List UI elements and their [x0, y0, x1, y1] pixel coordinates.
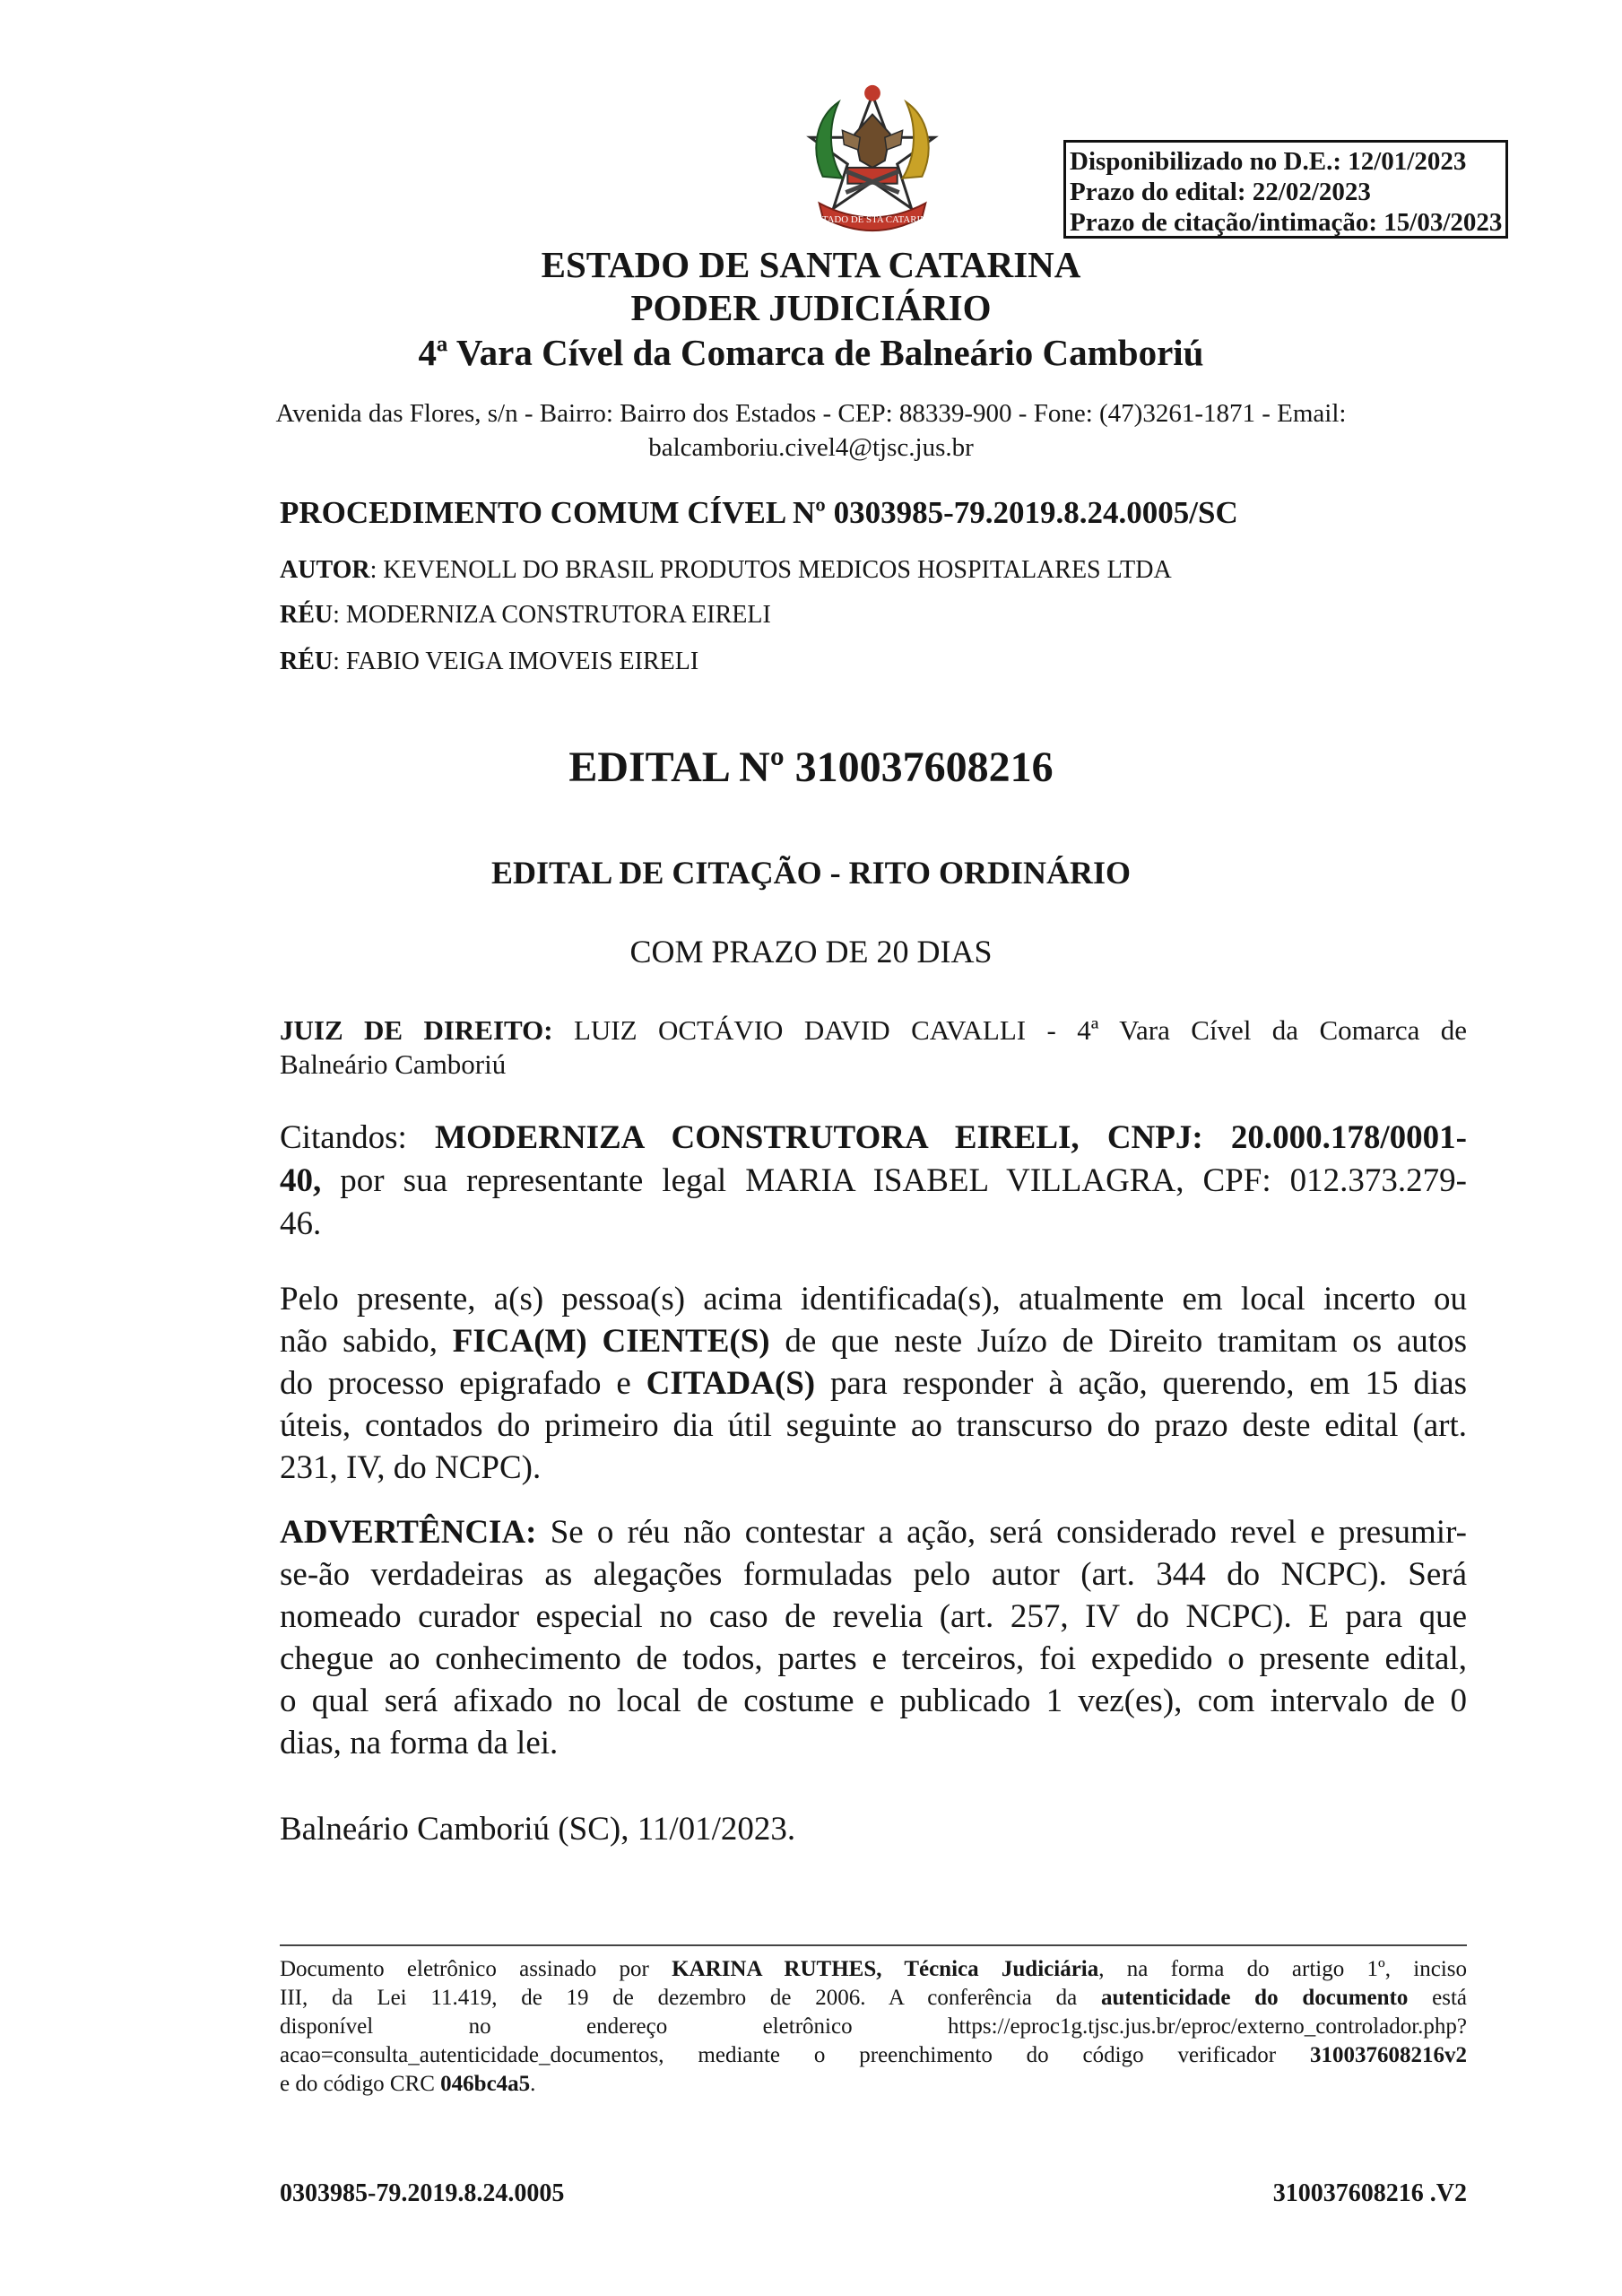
- citandos-cnpj-end: 40,: [280, 1162, 322, 1199]
- party-reu-2: [280, 648, 698, 676]
- judge-text-2: Balneário Camboriú: [280, 1048, 507, 1080]
- main-line-4: úteis, contados do primeiro dia útil seguinte ao transcurso do prazo deste edital (art.: [280, 1407, 1467, 1444]
- footnote-text: .: [530, 2072, 536, 2096]
- footnote-text: e do código CRC: [280, 2072, 441, 2096]
- advertencia-label: ADVERTÊNCIA:: [280, 1514, 537, 1551]
- advertencia-line-4: chegue ao conhecimento de todos, partes e terceiros, foi expedido o presente edital,: [280, 1640, 1467, 1677]
- publication-dates-box: [1063, 140, 1508, 239]
- citandos-paragraph: [280, 1117, 1467, 1246]
- party-name: : KEVENOLL DO BRASIL PRODUTOS MEDICOS HOSPITALARES LTDA: [369, 556, 1172, 584]
- address-line-2: balcamboriu.civel4@tjsc.jus.br: [648, 433, 974, 462]
- main-line-3: [280, 1362, 1467, 1405]
- party-role: RÉU: [280, 601, 334, 629]
- page-footer-document-id: 310037608216 .V2: [1272, 2179, 1467, 2207]
- citandos-company: MODERNIZA CONSTRUTORA EIRELI, CNPJ: 20.000.178/0001-: [406, 1119, 1467, 1156]
- authenticity-text: autenticidade do documento: [1100, 1986, 1409, 2010]
- main-text: de que neste Juízo de Direito tramitam os autos: [769, 1323, 1467, 1360]
- disponibilizado-date: Disponibilizado no D.E.: 12/01/2023: [1070, 147, 1467, 176]
- main-line-1: Pelo presente, a(s) pessoa(s) acima identificada(s), atualmente em local incerto ou: [280, 1281, 1467, 1318]
- main-text: não sabido,: [280, 1323, 453, 1360]
- page-footer-process-number: 0303985-79.2019.8.24.0005: [280, 2179, 565, 2207]
- advertencia-line-2: se-ão verdadeiras as alegações formuladas pelo autor (art. 344 do NCPC). Será: [280, 1556, 1467, 1593]
- advertencia-line-3: nomeado curador especial no caso de revelia (art. 257, IV do NCPC). E para que: [280, 1598, 1467, 1635]
- citandos-representative: por sua representante legal MARIA ISABEL VILLAGRA, CPF: 012.373.279-: [321, 1162, 1467, 1199]
- citada-text: CITADA(S): [646, 1365, 816, 1402]
- verifier-code: 310037608216v2: [1310, 2043, 1467, 2067]
- main-text: do processo epigrafado e: [280, 1365, 646, 1402]
- edital-type: EDITAL DE CITAÇÃO - RITO ORDINÁRIO: [490, 855, 1132, 891]
- footer-divider: [280, 1944, 1467, 1946]
- party-role: RÉU: [280, 648, 334, 675]
- party-name: : MODERNIZA CONSTRUTORA EIRELI: [333, 601, 771, 629]
- judge-paragraph: [280, 1013, 1467, 1082]
- footnote-text: , na forma do artigo 1º, inciso: [1098, 1957, 1467, 1981]
- advertencia-line-5: o qual será afixado no local de costume e publicado 1 vez(es), com intervalo de 0: [280, 1683, 1467, 1719]
- footnote-text: está: [1408, 1986, 1468, 2010]
- main-paragraph: [280, 1278, 1467, 1489]
- main-line-5: 231, IV, do NCPC).: [280, 1449, 542, 1486]
- footnote-text: III, da Lei 11.419, de 19 de dezembro de 2006. A conferência da: [280, 1986, 1101, 2010]
- edital-title: EDITAL Nº 310037608216: [568, 744, 1054, 791]
- judge-label: JUIZ DE DIREITO:: [280, 1014, 553, 1046]
- footnote-text: Documento eletrônico assinado por: [280, 1957, 672, 1981]
- main-text: para responder à ação, querendo, em 15 dias: [815, 1365, 1467, 1402]
- header-address: [0, 396, 1622, 465]
- footnote-text: acao=consulta_autenticidade_documentos, mediante o preenchimento do código verificador: [280, 2043, 1310, 2067]
- header-branch: PODER JUDICIÁRIO: [630, 287, 992, 328]
- judge-text: LUIZ OCTÁVIO DAVID CAVALLI - 4ª Vara Cível da Comarca de: [552, 1014, 1467, 1046]
- fica-ciente-text: FICA(M) CIENTE(S): [452, 1323, 770, 1360]
- party-reu-1: [280, 601, 771, 630]
- prazo-edital-date: Prazo do edital: 22/02/2023: [1070, 178, 1371, 206]
- main-line-2: [280, 1320, 1467, 1362]
- party-name: : FABIO VEIGA IMOVEIS EIRELI: [333, 648, 699, 675]
- advertencia-paragraph: [280, 1511, 1467, 1764]
- santa-catarina-coat-of-arms-icon: [793, 79, 952, 239]
- signer-name: KARINA RUTHES, Técnica Judiciária: [672, 1957, 1099, 1981]
- place-date: Balneário Camboriú (SC), 11/01/2023.: [280, 1811, 796, 1848]
- edital-prazo: COM PRAZO DE 20 DIAS: [629, 934, 993, 970]
- verification-url[interactable]: disponível no endereço eletrônico https://eproc1g.tjsc.jus.br/eproc/externo_controlador.php?: [280, 2014, 1467, 2039]
- procedure-number: PROCEDIMENTO COMUM CÍVEL Nº 0303985-79.2019.8.24.0005/SC: [280, 495, 1238, 530]
- advertencia-line-6: dias, na forma da lei.: [280, 1725, 559, 1761]
- seal-ribbon-text: ESTADO DE STA CATARINA: [811, 214, 934, 226]
- address-line-1: Avenida das Flores, s/n - Bairro: Bairro dos Estados - CEP: 88339-900 - Fone: (47)3261-1871 - Email:: [275, 399, 1347, 428]
- party-autor: [280, 556, 1172, 585]
- crc-code: 046bc4a5: [440, 2072, 531, 2096]
- signature-footnote: [280, 1955, 1467, 2099]
- prazo-citacao-date: Prazo de citação/intimação: 15/03/2023: [1070, 208, 1503, 237]
- header-court: 4ª Vara Cível da Comarca de Balneário Camboriú: [418, 332, 1204, 373]
- party-role: AUTOR: [280, 556, 370, 584]
- citandos-cpf-end: 46.: [280, 1205, 322, 1242]
- header-state: ESTADO DE SANTA CATARINA: [541, 244, 1081, 285]
- citandos-label: Citandos:: [280, 1119, 407, 1156]
- advertencia-text: Se o réu não contestar a ação, será considerado revel e presumir-: [536, 1514, 1467, 1551]
